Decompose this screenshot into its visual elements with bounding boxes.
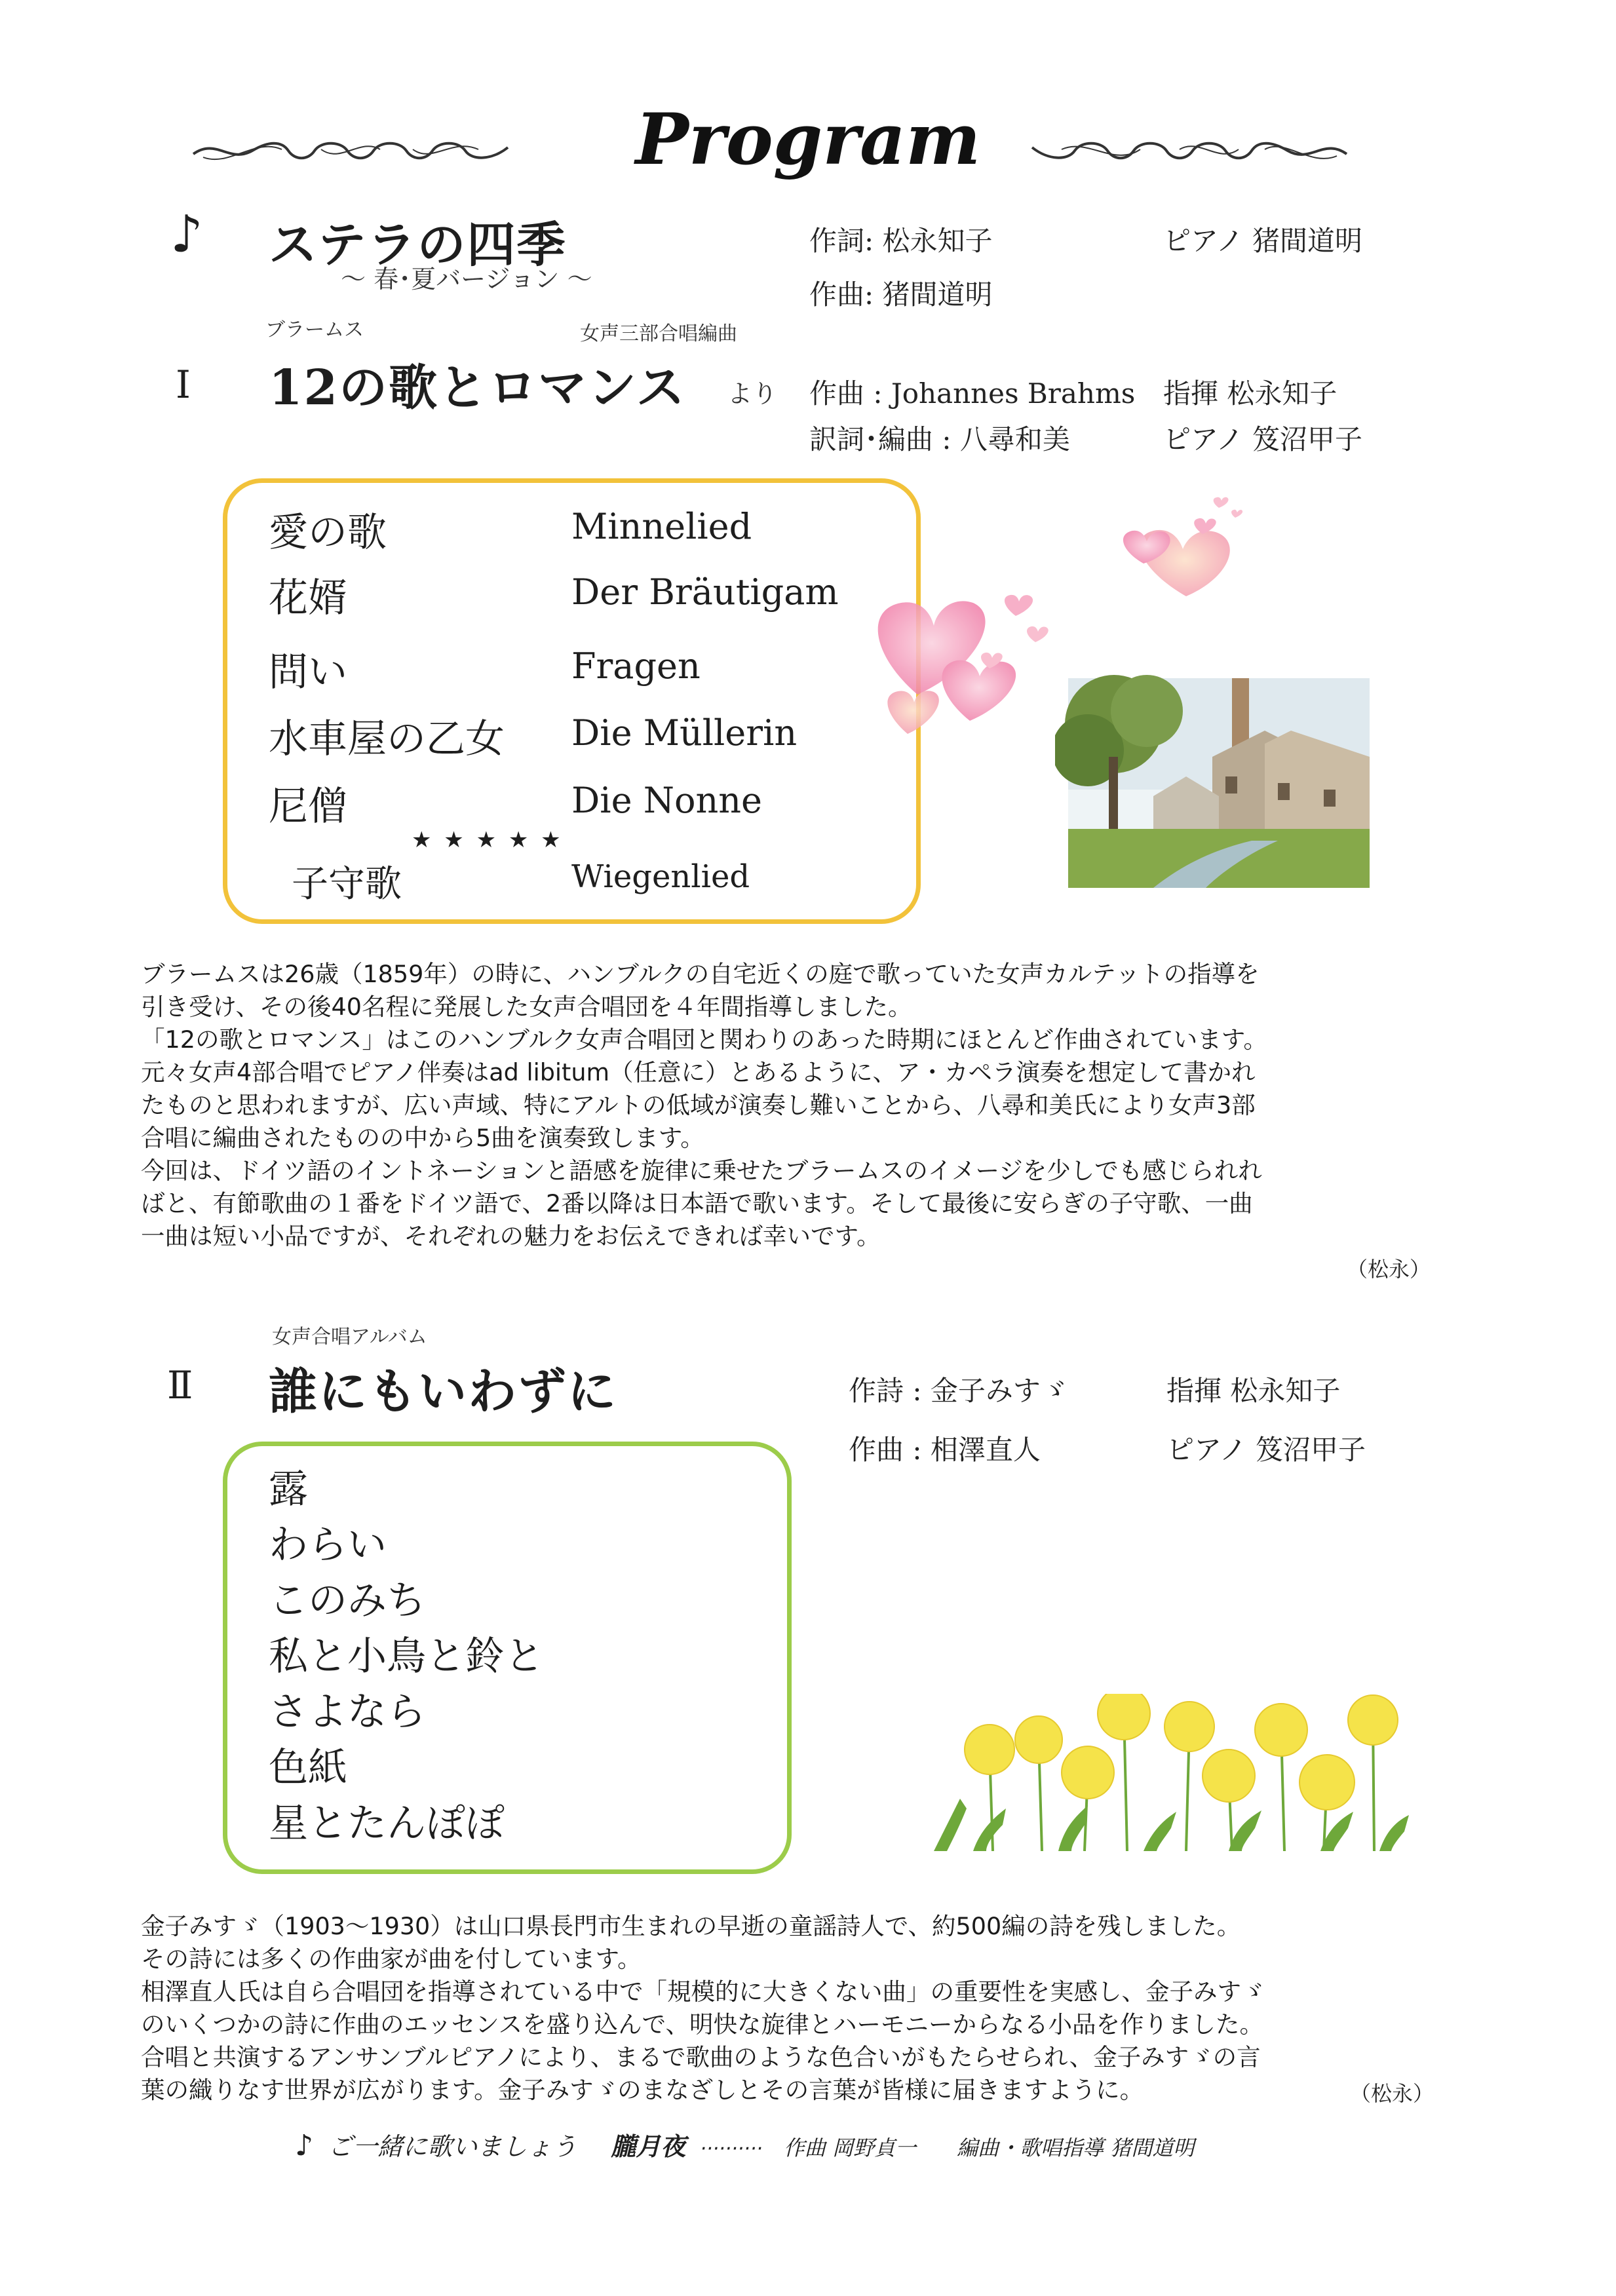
part1-conductor-credit: 指揮 松永知子 <box>1163 377 1337 410</box>
part1-desc-line: 引き受け、その後40名程に発展した女声合唱団を４年間指導しました。 <box>141 993 912 1021</box>
stars-decoration: ★ ★ ★ ★ ★ <box>412 827 564 853</box>
part1-desc-line: 合唱に編曲されたものの中から5曲を演奏致します。 <box>141 1124 704 1152</box>
right-flourish <box>1029 131 1350 170</box>
footer-composer: 作曲 岡野貞一 <box>783 2135 917 2160</box>
part1-song-ja-3: 問い <box>269 649 347 695</box>
footer-arranger: 編曲・歌唱指導 猪間道明 <box>957 2135 1195 2160</box>
part1-description <box>141 958 1471 1253</box>
part2-desc-line: 合唱と共演するアンサンブルピアノにより、まるで歌曲のような色合いがもたらせられ、金子みすゞの言 <box>141 2043 1261 2071</box>
part2-song-6: 色紙 <box>269 1745 347 1791</box>
part2-signature: （松永） <box>1350 2081 1434 2106</box>
part1-song-de-5: Die Nonne <box>571 780 762 821</box>
opening-composer-credit: 作曲: 猪間道明 <box>809 278 993 311</box>
music-note-icon: ♪ <box>170 204 203 264</box>
footer-dots: ·········· <box>700 2137 763 2160</box>
part1-desc-line: ばと、有節歌曲の１番をドイツ語で、2番以降は日本語で歌います。そして最後に安らぎの子守歌、一曲 <box>141 1189 1253 1217</box>
opening-piano-credit: ピアノ 猪間道明 <box>1163 225 1362 257</box>
footer-line <box>295 2126 1194 2162</box>
part1-desc-line: 今回は、ドイツ語のイントネーションと語感を旋律に乗せたブラームスのイメージを少しでも感じられれ <box>141 1157 1262 1185</box>
part1-desc-line: 元々女声4部合唱でピアノ伴奏はad libitum（任意に）とあるように、ア・カペラ演奏を想定して書かれ <box>141 1058 1256 1086</box>
part2-song-2: わらい <box>269 1522 387 1568</box>
part2-desc-line: その詩には多くの作曲家が曲を付しています。 <box>141 1945 642 1973</box>
part1-numeral: Ⅰ <box>176 362 191 407</box>
part1-song-de-2: Der Bräutigam <box>571 571 839 613</box>
opening-lyrics-credit: 作詞: 松永知子 <box>809 225 993 257</box>
part1-song-ja-4: 水車屋の乙女 <box>269 716 505 762</box>
part2-title: 誰にもいわずに <box>269 1364 617 1420</box>
part1-desc-line: 「12の歌とロマンス」はこのハンブルク女声合唱団と関わりのあった時期にほとんど作曲されています。 <box>141 1025 1267 1054</box>
part1-song-de-3: Fragen <box>571 645 701 687</box>
page-title: Program <box>635 98 981 181</box>
part2-numeral: Ⅱ <box>167 1363 193 1407</box>
part2-description <box>141 1910 1471 2107</box>
part1-suffix: より <box>727 379 778 408</box>
part2-song-7: 星とたんぽぽ <box>269 1801 505 1846</box>
part2-desc-line: のいくつかの詩に作曲のエッセンスを盛り込んで、明快な旋律とハーモニーからなる小品を作りました。 <box>141 2010 1263 2038</box>
dandelion-illustration <box>927 1694 1412 1851</box>
part2-label: 女声合唱アルバム <box>272 1326 427 1349</box>
part1-song-ja-1: 愛の歌 <box>269 510 387 556</box>
part2-lyrics-credit: 作詩 : 金子みすゞ <box>849 1375 1068 1407</box>
part1-composer-credit: 作曲 : Johannes Brahms <box>809 377 1136 410</box>
watermill-illustration <box>1055 665 1383 901</box>
footer-note-icon: ♪ <box>295 2129 314 2162</box>
part1-title: 12の歌とロマンス <box>269 360 686 416</box>
part2-song-5: さよなら <box>269 1689 426 1735</box>
part1-song-ja-5: 尼僧 <box>269 784 347 830</box>
part2-desc-line: 金子みすゞ（1903～1930）は山口県長門市生まれの早逝の童謡詩人で、約500編の詩を残しました。 <box>141 1912 1241 1940</box>
part1-song-ja-2: 花婿 <box>269 575 347 621</box>
footer-song: 朧月夜 <box>611 2132 686 2161</box>
part1-desc-line: 一曲は短い小品ですが、それぞれの魅力をお伝えできれば幸いです。 <box>141 1222 881 1250</box>
part1-translator-credit: 訳詞･編曲 : 八尋和美 <box>809 423 1070 455</box>
part2-conductor-credit: 指揮 松永知子 <box>1166 1375 1341 1407</box>
opening-subtitle: ～ 春･夏バージョン ～ <box>341 265 592 294</box>
part1-song-ja-6: 子守歌 <box>292 863 402 906</box>
opening-title: ステラの四季 <box>269 217 567 273</box>
part1-piano-credit: ピアノ 笈沼甲子 <box>1163 423 1362 455</box>
part1-song-de-6: Wiegenlied <box>571 858 750 895</box>
footer-invite: ご一緒に歌いましょう <box>328 2132 577 2161</box>
part2-composer-credit: 作曲 : 相澤直人 <box>849 1434 1041 1466</box>
part1-signature: （松永） <box>1347 1257 1431 1282</box>
part1-desc-line: ブラームスは26歳（1859年）の時に、ハンブルクの自宅近くの庭で歌っていた女声カルテットの指導を <box>141 960 1260 988</box>
part1-arrangement: 女声三部合唱編曲 <box>580 322 737 345</box>
part2-desc-line: 相澤直人氏は自ら合唱団を指導されている中で「規模的に大きくない曲」の重要性を実感し、金子みすゞ <box>141 1978 1265 2006</box>
part1-ruby: ブラームス <box>265 318 364 341</box>
part1-song-de-4: Die Müllerin <box>571 712 798 754</box>
part2-piano-credit: ピアノ 笈沼甲子 <box>1166 1434 1366 1466</box>
part2-song-4: 私と小鳥と鈴と <box>269 1634 544 1679</box>
part2-song-1: 露 <box>269 1466 308 1512</box>
part2-desc-line: 葉の織りなす世界が広がります。金子みすゞのまなざしとその言葉が皆様に届きますように。 <box>141 2076 1144 2104</box>
part1-song-de-1: Minnelied <box>571 506 752 547</box>
part2-song-3: このみち <box>269 1578 426 1624</box>
part1-desc-line: たものと思われますが、広い声域、特にアルトの低域が演奏し難いことから、八尋和美氏により女声3部 <box>141 1091 1256 1119</box>
